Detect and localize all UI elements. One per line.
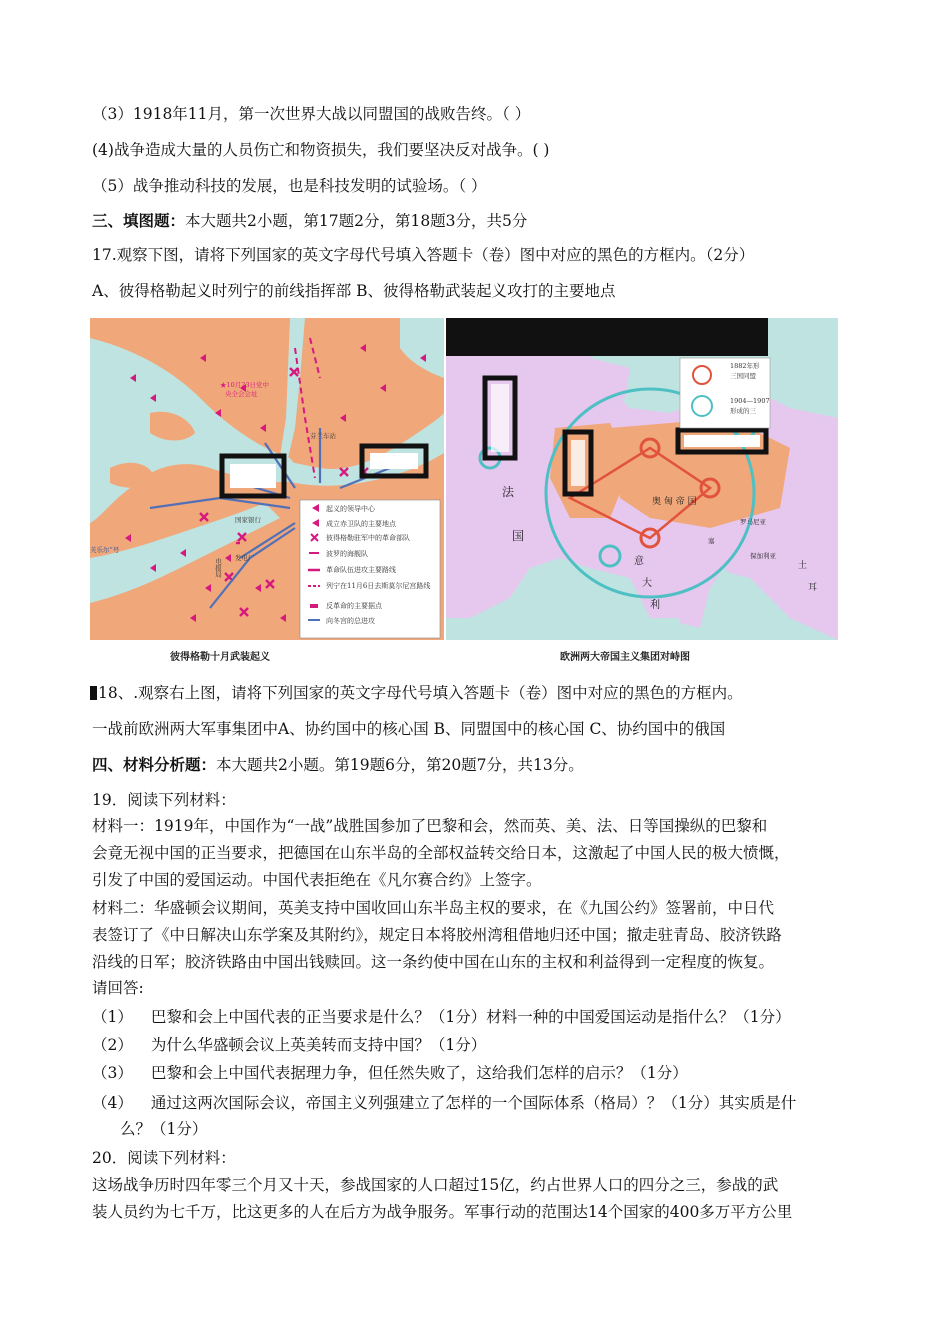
label-bulgaria: 保加利亚 [750,552,776,560]
legend-alliance-1: 1882年形 [730,362,760,370]
left-map-petrograd [90,318,444,668]
q18-options: 一战前欧洲两大军事集团中A、协约国中的核心国 B、同盟国中的核心国 C、协约国中的俄国 [92,720,726,738]
q19-sub-4-no: （4） [92,1094,133,1112]
left-legend [300,500,440,638]
left-map-caption: 彼得格勒十月武装起义 [170,652,270,663]
black-marker [90,686,97,700]
label-power: 发电厂 [235,554,255,562]
q19-sub-4-cont: 么？（1分） [120,1120,208,1138]
q19-material1-line1: 材料一：1919年，中国作为“一战”战胜国参加了巴黎和会，然而英、美、法、日等国操纵的巴黎和 [92,817,768,835]
judge-item-5: （5）战争推动科技的发展，也是科技发明的试验场。（ ） [92,177,487,195]
right-map-europe [446,318,838,668]
legend-item-3: 彼得格勒驻军中的革命部队 [326,534,410,542]
section-3-title: 三、填图题： [92,211,186,230]
q19-sub-4-text: 通过这两次国际会议，帝国主义列强建立了怎样的一个国际体系（格局）？（1分）其实质是什 [150,1094,797,1112]
q19-sub-1 [92,1006,791,1028]
q20-line2: 装人员约为七千万，比这更多的人在后方为战争服务。军事行动的范围达14个国家的400多万平方公里 [92,1203,793,1221]
section-4-heading [92,754,584,776]
label-star-meeting-2: 央全会会址 [225,390,258,398]
legend-entente-1: 1904—1907 [730,397,770,405]
section-4-title: 四、材料分析题： [92,755,217,774]
label-france-2: 国 [512,529,525,543]
section-4-desc: 本大题共2小题。第19题6分，第20题7分，共13分。 [216,756,584,774]
q19-title: 19．阅读下列材料： [92,791,236,809]
label-italy-1: 意 [634,556,644,567]
q19-sub-4 [92,1092,796,1114]
q19-material1-line3: 引发了中国的爱国运动。中国代表拒绝在《凡尔赛合约》上签字。 [92,871,542,889]
legend-entente-2: 形成的三 [730,407,756,415]
map-svg [90,318,838,668]
q19-ask: 请回答: [92,979,144,997]
q18-stem: 18、.观察右上图，请将下列国家的英文字母代号填入答题卡（卷）图中对应的黑色的方框内。 [98,684,743,702]
q19-material2-line1: 材料二：华盛顿会议期间，英美支持中国收回山东半岛主权的要求，在《九国公约》签署前，中日代 [92,899,775,917]
q19-sub-3 [92,1062,688,1084]
label-italy-2: 大 [642,578,652,589]
legend-item-8: 向冬宫的总进攻 [326,617,375,625]
label-telegraph: 电报局 [214,558,222,578]
section-3-heading [92,210,527,232]
label-ottoman: 耳 [808,583,818,593]
legend-item-5: 革命队伍进攻主要路线 [326,566,396,574]
q19-sub-1-text: 巴黎和会上中国代表的正当要求是什么？（1分）材料一种的中国爱国运动是指什么？（1分） [150,1008,791,1026]
q19-sub-2 [92,1034,486,1056]
right-map-caption: 欧洲两大帝国主义集团对峙图 [560,652,690,663]
q20-line1: 这场战争历时四年零三个月又十天，参战国家的人口超过15亿，约占世界人口的四分之三，参战的武 [92,1176,779,1194]
q19-sub-3-text: 巴黎和会上中国代表据理力争，但任然失败了，这给我们怎样的启示？（1分） [150,1064,688,1082]
label-serbia: 塞 [708,537,715,545]
map-figure [90,318,838,668]
label-italy-3: 利 [650,600,660,611]
legend-item-7: 反革命的主要据点 [326,602,382,610]
label-aurora: 芙乐尔”号 [90,546,120,554]
q17-options: A、彼得格勒起义时列宁的前线指挥部 B、彼得格勒武装起义攻打的主要地点 [92,282,616,300]
q19-material1-line2: 会竟无视中国的正当要求，把德国在山东半岛的全部权益转交给日本，这激起了中国人民的极大愤慨， [92,844,790,862]
legend-item-6: 列宁在11月6日去斯莫尔尼宫路线 [326,582,431,590]
label-turkey: 土 [798,561,808,571]
q20-title: 20．阅读下列材料： [92,1149,236,1167]
legend-alliance-2: 三国同盟 [730,372,756,380]
label-austria-hungary: 奥 匈 帝 国 [652,497,697,507]
legend-item-2: 成立赤卫队的主要地点 [326,520,396,528]
judge-item-3: （3）1918年11月，第一次世界大战以同盟国的战败告终。（ ） [92,105,531,123]
legend-item-4: 波罗的海舰队 [326,550,368,558]
q17-stem: 17.观察下图，请将下列国家的英文字母代号填入答题卡（卷）图中对应的黑色的方框内。（2分） [92,246,755,264]
label-bank: 国家银行 [235,516,261,524]
label-france-1: 法 [502,485,515,499]
judge-item-4: (4)战争造成大量的人员伤亡和物资损失，我们要坚决反对战争。( ) [92,141,550,159]
label-finland-station: 芬兰车站 [310,432,336,440]
label-romania: 罗马尼亚 [740,518,766,526]
q19-material2-line3: 沿线的日军；胶济铁路由中国出钱赎回。这一条约使中国在山东的主权和利益得到一定程度的恢复。 [92,953,775,971]
q19-sub-2-no: （2） [92,1036,133,1054]
q19-sub-2-text: 为什么华盛顿会议上英美转而支持中国？（1分） [150,1036,487,1054]
q19-sub-1-no: （1） [92,1008,133,1026]
label-star-meeting: ★10月23日党中 [220,381,270,389]
q19-sub-3-no: （3） [92,1064,133,1082]
right-legend [680,358,770,428]
section-3-desc: 本大题共2小题，第17题2分，第18题3分，共5分 [185,212,528,230]
q19-material2-line2: 表签订了《中日解决山东学案及其附约》，规定日本将胶州湾租借地归还中国；撤走驻青岛、胶济铁路 [92,926,782,944]
legend-item-1: 起义的领导中心 [326,505,375,513]
